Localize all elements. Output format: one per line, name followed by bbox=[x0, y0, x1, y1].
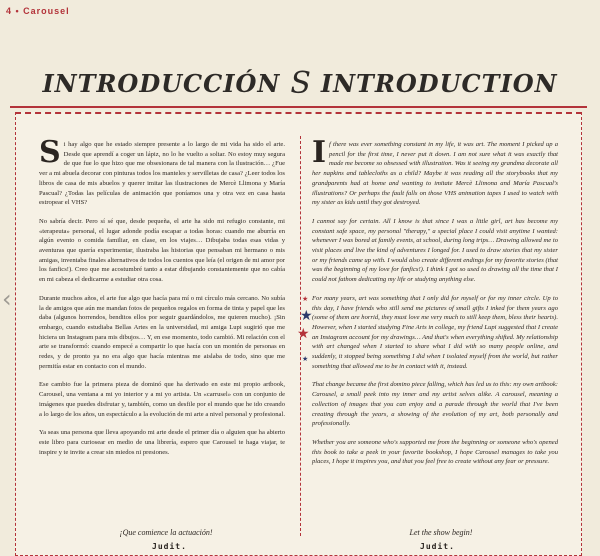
star-icon: ★ bbox=[297, 327, 310, 342]
spanish-signature: Judit. bbox=[152, 542, 187, 551]
english-paragraph: If there was ever something constant in my life, it was art. The moment I picked up a pencil for the first time, I never put it down. I am not sure what it was exactly that made me become so obsessed with illustration. Was it seeing my grandma decorate all her napkins and tablecloths as a child? Maybe it was reading all the storybooks that my grandparents had at home and wanting to imitate Mercè Llimona and María Pascual's illustrations? Or perhaps the fault falls on those VHS animation tapes I used to watch with my sister as kids until they got destroyed. bbox=[312, 135, 558, 207]
english-paragraph: That change became the first domino piece falling, which has led us to this: my own artbook: Carousel, a small peek into my inner and my artist selves alike. A carousel, meaning a collection of images that you can enjoy and a parade through the world that I've been creating through the years, a showing of the evolution of my art, both personally and professionally. bbox=[312, 381, 558, 428]
spanish-paragraph: Ese cambio fue la primera pieza de dominó que ha derivado en este mi propio artbook, Carousel, una ventana a mi yo interior y a mi yo artista. Un «carrusel» con un conjunto de imágenes que puedes disfrutar y, también, como un desfile por el mundo que he ido creando a lo largo de los años, un espectáculo a la evolución de mi arte a nivel personal y profesional. bbox=[39, 381, 285, 418]
english-paragraph: For many years, art was something that I only did for myself or for my inner circle. Up to this day, I have friends who still send me pictures of small gifts I inked for them years ago (some of them are horrid, they must love me very much to still keep them, bless their hearts). However, when I started studying Fine Arts in college, my friend Lupi suggested that I create an Instagram account for my drawings… And that's when everything shifted. My relationship with art changed when I started to share what I did with so many people online, and suddenly, it stopped being something I did when I isolated myself from the world, but rather something that allowed me to be in contact with it, instead. bbox=[312, 294, 558, 370]
english-closing: Let the show begin! bbox=[409, 528, 473, 537]
spanish-paragraph: Si hay algo que he estado siempre presente a lo largo de mi vida ha sido el arte. Desde que aprendí a coger un lápiz, no lo he vuelto a soltar. No estoy muy segura de que fue lo que hizo que me obsesionara de tal manera con la ilustración… ¿Fue ver a mi abuela decorar con pinturas todos los manteles y servilletas de casa? ¿Leer todos los libros de casa de mis abuelos y querer imitar las ilustraciones de Mercè Llimona y María Pascual? ¿Todas las películas de animación que poníamos una y otra vez en casa hasta estropear el VHS? bbox=[39, 135, 285, 207]
title-english: INTRODUCTION bbox=[320, 69, 558, 98]
spanish-paragraph: No sabría decir. Pero sí sé que, desde pequeña, el arte ha sido mi refugio constante, mi «terapeuta» personal, el lugar adonde podía escapar a todas horas: cuando me aburría en algún evento o comida familiar, en clase, en los viajes… Dibujaba todas esas vidas y aventuras que quería experimentar, ilustraba las historias que pensaban mi hermano o mis amigas, inventaba finales alternativos de todos los cuentos que leía (el origen de mi amor por los fanfics!). Creo que me acostumbré tanto a estar dibujando constantemente que no cabía en mi cabeza el dedicarme a estudiar otra cosa. bbox=[39, 217, 285, 284]
english-column bbox=[312, 135, 558, 476]
page-title bbox=[0, 66, 600, 101]
spanish-paragraph: Durante muchos años, el arte fue algo que hacía para mí o mi círculo más cercano. No subía la de amigos que aún me mandan fotos de pequeños regalos en forma de tinta y papel que les daba (algunos horrendos, benditos ellos por seguir guardándolos, me quieren mucho). ¡Sin embargo, cuando estudiaba Bellas Artes en la universidad, mi amiga Lupi sugirió que me hiciera un Instagram para mis dibujos… Y, en ese momento, todo cambió. Mi relación con el arte se transformó: cuando empecé a compartir lo que hacía con un montón de personas en redes, y de pronto ya no era algo que hacía mientras me aislaba de todo, sino que me permitía estar en contacto con el mundo. bbox=[39, 294, 285, 370]
english-dropcap: I bbox=[312, 135, 327, 170]
star-icon: ★ bbox=[302, 295, 309, 303]
english-paragraph: I cannot say for certain. All I know is that since I was a little girl, art has become my constant safe space, my personal "therapy," a special place I could visit anytime I wanted: whenever I was bored at family events, at school, during long trips… Drawing allowed me to visit places and live the kind of adventures I longed for. I used to draw stories that my sister or my friends came up with. I would also create different endings for my favorite stories (that was the beginning of my love for fanfics!). I think I got so used to drawing all the time that I could not fathom dedicating my life or studying anything else. bbox=[312, 217, 558, 284]
text-frame bbox=[15, 112, 582, 556]
running-head: 4 • Carousel bbox=[6, 6, 70, 16]
spanish-dropcap: S bbox=[39, 135, 61, 170]
spanish-paragraph: Ya seas una persona que lleva apoyando mi arte desde el primer día o alguien que ha abierto este libro para curiosear en medio de una librería, espero que Carousel te haga viajar, te inspire y te invite a crear sin miedos ni presiones. bbox=[39, 429, 285, 456]
spanish-column bbox=[39, 135, 285, 466]
english-paragraph: Whether you are someone who's supported me from the beginning or someone who's opened this book to take a peek in your favorite bookshop, I hope Carousel manages to take you places, I hope it inspires you, and that you feel free to create without any fear or pressure. bbox=[312, 438, 558, 466]
title-ornament: S bbox=[290, 66, 311, 101]
chevron-left-icon[interactable]: ‹ bbox=[2, 285, 12, 313]
english-signature: Judit. bbox=[420, 542, 455, 551]
title-spanish: INTRODUCCIÓN bbox=[42, 69, 281, 98]
spanish-closing: ¡Que comience la actuación! bbox=[119, 528, 213, 537]
star-icon: ★ bbox=[302, 355, 309, 363]
star-icon: ★ bbox=[300, 309, 313, 324]
